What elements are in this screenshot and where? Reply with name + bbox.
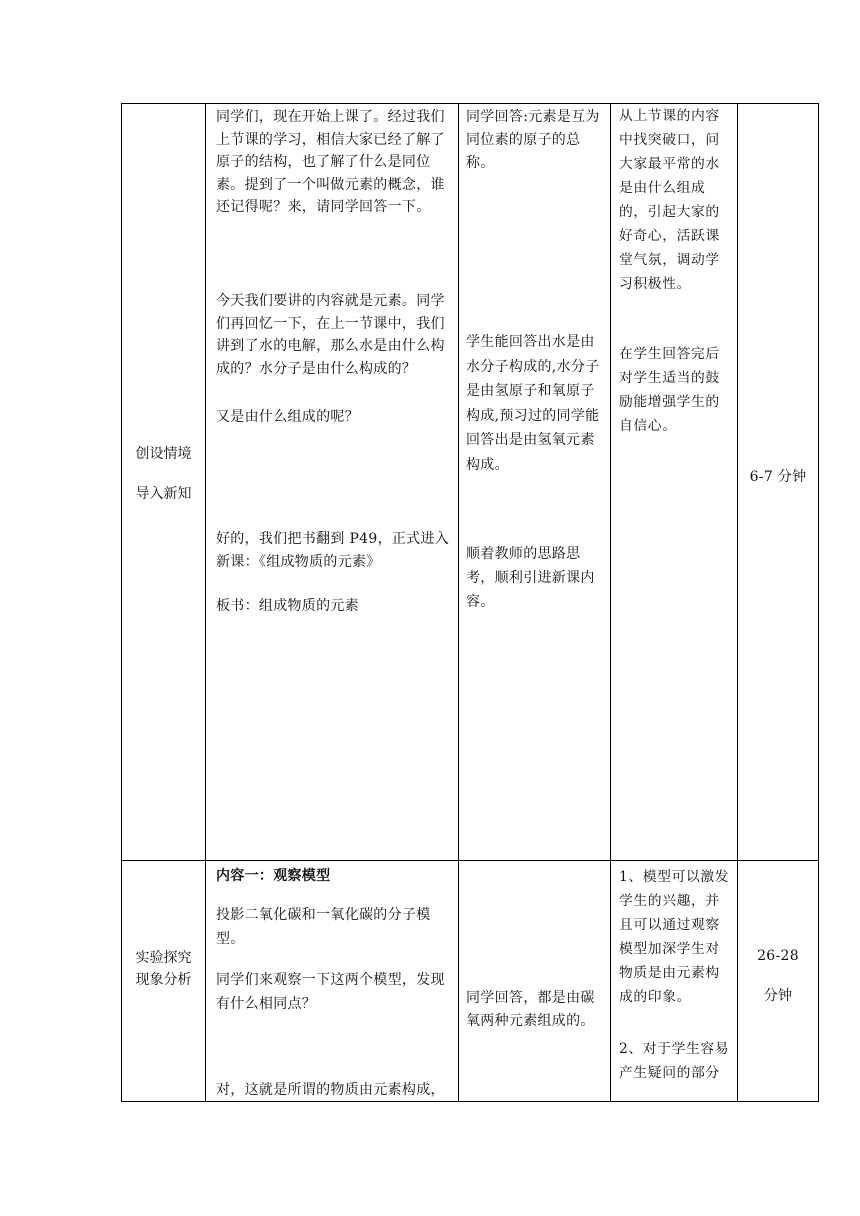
- content-heading: 内容一：观察模型: [216, 868, 331, 884]
- intent-paragraph: 在学生回答完后对学生适当的鼓励能增强学生的自信心。: [619, 346, 720, 434]
- teacher-activity-cell: [206, 104, 459, 861]
- intent-paragraph: 从上节课的内容中找突破口，问大家最平常的水是由什么组成的，引起大家的好奇心，活跃课堂气氛，调动学习积极性。: [619, 108, 720, 292]
- student-activity-cell: [459, 104, 611, 861]
- student-activity-cell: [459, 861, 611, 1102]
- stage-line: 实验探究: [135, 950, 192, 966]
- teacher-paragraph: 同学们，现在开始上课了。经过我们上节课的学习，相信大家已经了解了原子的结构，也了解了什么是同位素。提到了一个叫做元素的概念，谁还记得呢？来，请同学回答一下。: [216, 109, 445, 215]
- student-paragraph: 学生能回答出水是由水分子构成的,水分子是由氢原子和氧原子构成,预习过的同学能回答出是由氢氧元素构成。: [466, 334, 600, 473]
- teacher-paragraph: 同学们来观察一下这两个模型，发现有什么相同点？: [216, 972, 445, 1012]
- stage-line: 创设情境: [135, 446, 192, 462]
- lesson-plan-table: [121, 103, 819, 1102]
- teacher-paragraph: 今天我们要讲的内容就是元素。同学们再回忆一下，在上一节课中，我们讲到了水的电解，那么水是由什么构成的？水分子是由什么构成的？: [216, 293, 445, 377]
- time-cell: [738, 104, 819, 861]
- stage-line: 现象分析: [135, 972, 192, 988]
- time-label: 26-28: [757, 948, 799, 964]
- teacher-paragraph: 投影二氧化碳和一氧化碳的分子模型。: [216, 907, 431, 947]
- student-paragraph: 同学回答，都是由碳氧两种元素组成的。: [466, 990, 595, 1029]
- table-row-experiment: [122, 861, 819, 1102]
- teacher-activity-cell: [206, 861, 459, 1102]
- teacher-paragraph: 板书：组成物质的元素: [216, 598, 359, 614]
- design-intent-cell: [611, 861, 738, 1102]
- time-label: 分钟: [763, 988, 793, 1004]
- stage-label: [122, 947, 205, 991]
- student-paragraph: 同学回答:元素是互为同位素的原子的总称。: [466, 109, 600, 171]
- teacher-paragraph: 又是由什么组成的呢？: [216, 409, 359, 425]
- intent-paragraph: 2、对于学生容易产生疑问的部分: [619, 1041, 730, 1081]
- stage-line: 导入新知: [135, 486, 192, 502]
- intent-paragraph: 1、模型可以激发学生的兴趣，并且可以通过观察模型加深学生对物质是由元素构成的印象。: [619, 869, 730, 1005]
- design-intent-cell: [611, 104, 738, 861]
- time-label: 6-7 分钟: [749, 469, 807, 485]
- table-row-intro: [122, 104, 819, 861]
- teacher-paragraph: 好的，我们把书翻到 P49，正式进入新课：《组成物质的元素》: [216, 531, 450, 570]
- stage-cell: [122, 104, 206, 861]
- time-cell: [738, 861, 819, 1102]
- student-paragraph: 顺着教师的思路思考，顺利引进新课内容。: [466, 546, 595, 610]
- teacher-paragraph: 对，这就是所谓的物质由元素构成，: [216, 1082, 445, 1098]
- stage-cell: [122, 861, 206, 1102]
- stage-label: [122, 434, 205, 514]
